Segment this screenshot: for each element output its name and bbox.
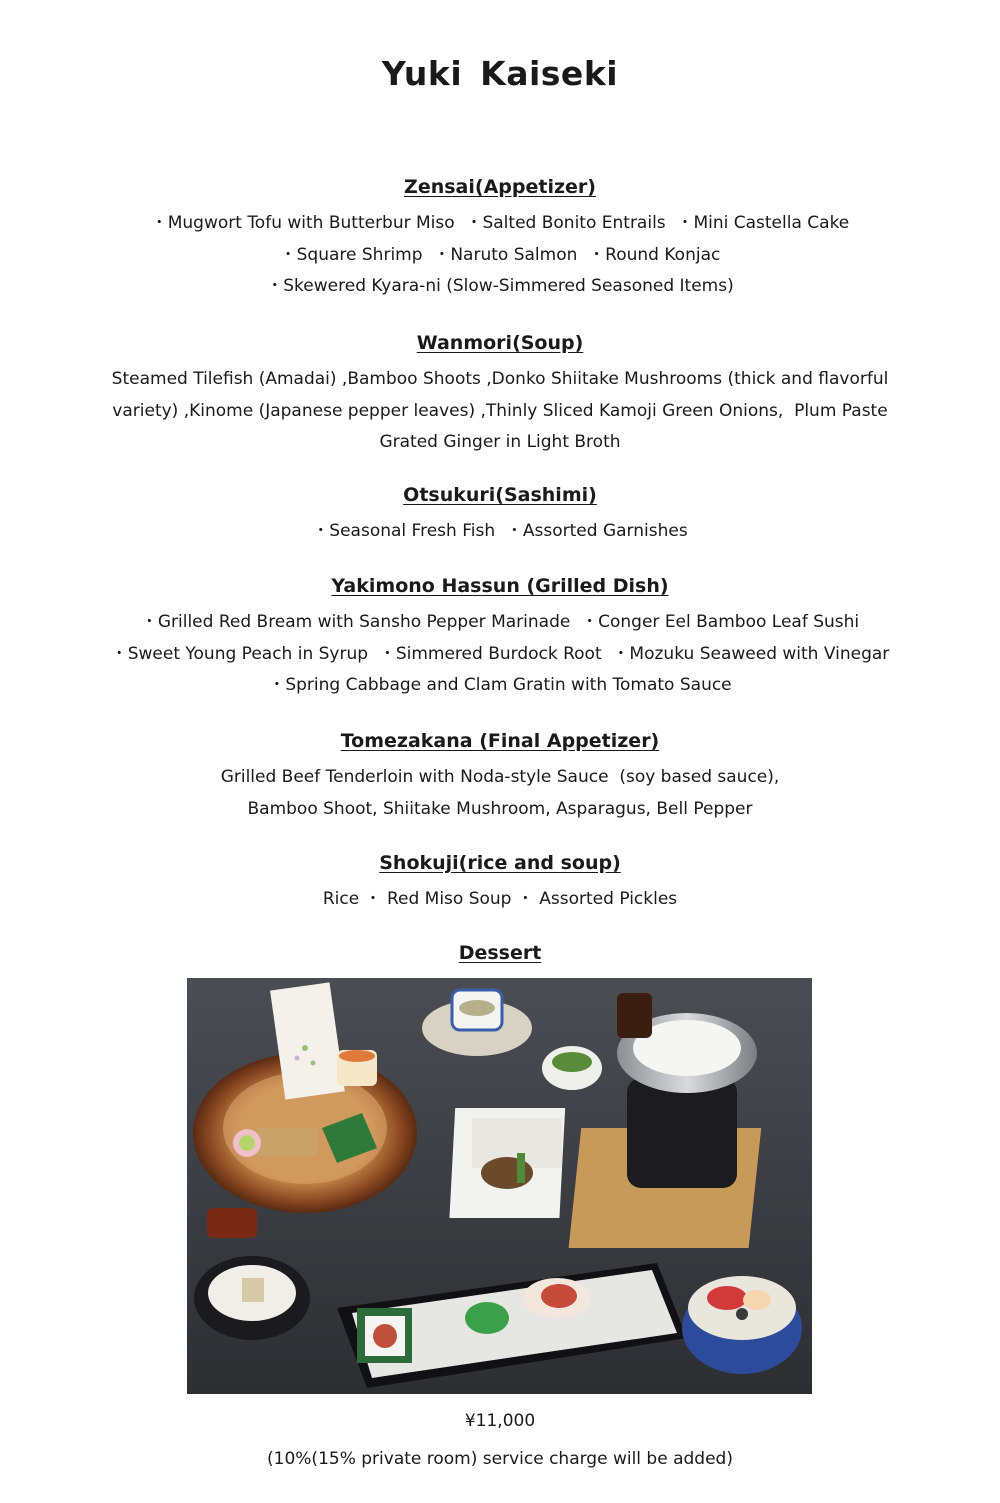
menu-line: ・Mugwort Tofu with Butterbur Miso ・Salted Bonito Entrails ・Mini Castella Cake — [150, 213, 850, 233]
menu-line: ・Grilled Red Bream with Sansho Pepper Marinade ・Conger Eel Bamboo Leaf Sushi — [140, 612, 860, 632]
service-charge-note: (10%(15% private room) service charge will be added) — [267, 1449, 733, 1469]
meal-illustration — [187, 978, 812, 1394]
section-dessert — [0, 940, 1000, 966]
menu-line: Bamboo Shoot, Shiitake Mushroom, Asparagus, Bell Pepper — [247, 798, 753, 819]
menu-line: Rice ・ Red Miso Soup ・ Assorted Pickles — [322, 889, 678, 909]
price: ¥11,000 — [464, 1411, 536, 1431]
section-yakimono — [0, 573, 1000, 702]
section-heading: Otsukuri(Sashimi) — [403, 484, 597, 506]
section-wanmori — [0, 330, 1000, 459]
menu-line: Steamed Tilefish (Amadai) ,Bamboo Shoots ,Donko Shiitake Mushrooms (thick and flavorful — [111, 369, 889, 389]
section-tomezakana — [0, 728, 1000, 825]
section-heading: Yakimono Hassun (Grilled Dish) — [331, 575, 669, 597]
section-zensai — [0, 174, 1000, 303]
menu-title: Yuki Kaiseki — [381, 54, 619, 93]
menu-line: variety) ,Kinome (Japanese pepper leaves) ,Thinly Sliced Kamoji Green Onions, Plum Paste — [112, 400, 888, 421]
section-otsukuri — [0, 482, 1000, 548]
section-heading: Zensai(Appetizer) — [404, 176, 596, 198]
section-heading: Wanmori(Soup) — [416, 332, 584, 354]
section-heading: Tomezakana (Final Appetizer) — [340, 730, 660, 752]
section-heading: Dessert — [458, 942, 542, 964]
menu-line: Grilled Beef Tenderloin with Noda-style Sauce (soy based sauce), — [220, 767, 780, 787]
section-shokuji — [0, 850, 1000, 916]
section-heading: Shokuji(rice and soup) — [379, 852, 621, 874]
menu-line: ・Skewered Kyara-ni (Slow-Simmered Seasoned Items) — [266, 276, 734, 296]
menu-line: ・Seasonal Fresh Fish ・Assorted Garnishes — [312, 521, 688, 541]
menu-line: ・Square Shrimp ・Naruto Salmon ・Round Konjac — [279, 244, 721, 265]
menu-line: ・Sweet Young Peach in Syrup ・Simmered Burdock Root ・Mozuku Seaweed with Vinegar — [110, 643, 890, 664]
menu-line: Grated Ginger in Light Broth — [379, 432, 621, 452]
kaiseki-meal-photo — [187, 978, 812, 1394]
menu-line: ・Spring Cabbage and Clam Gratin with Tomato Sauce — [268, 675, 732, 695]
